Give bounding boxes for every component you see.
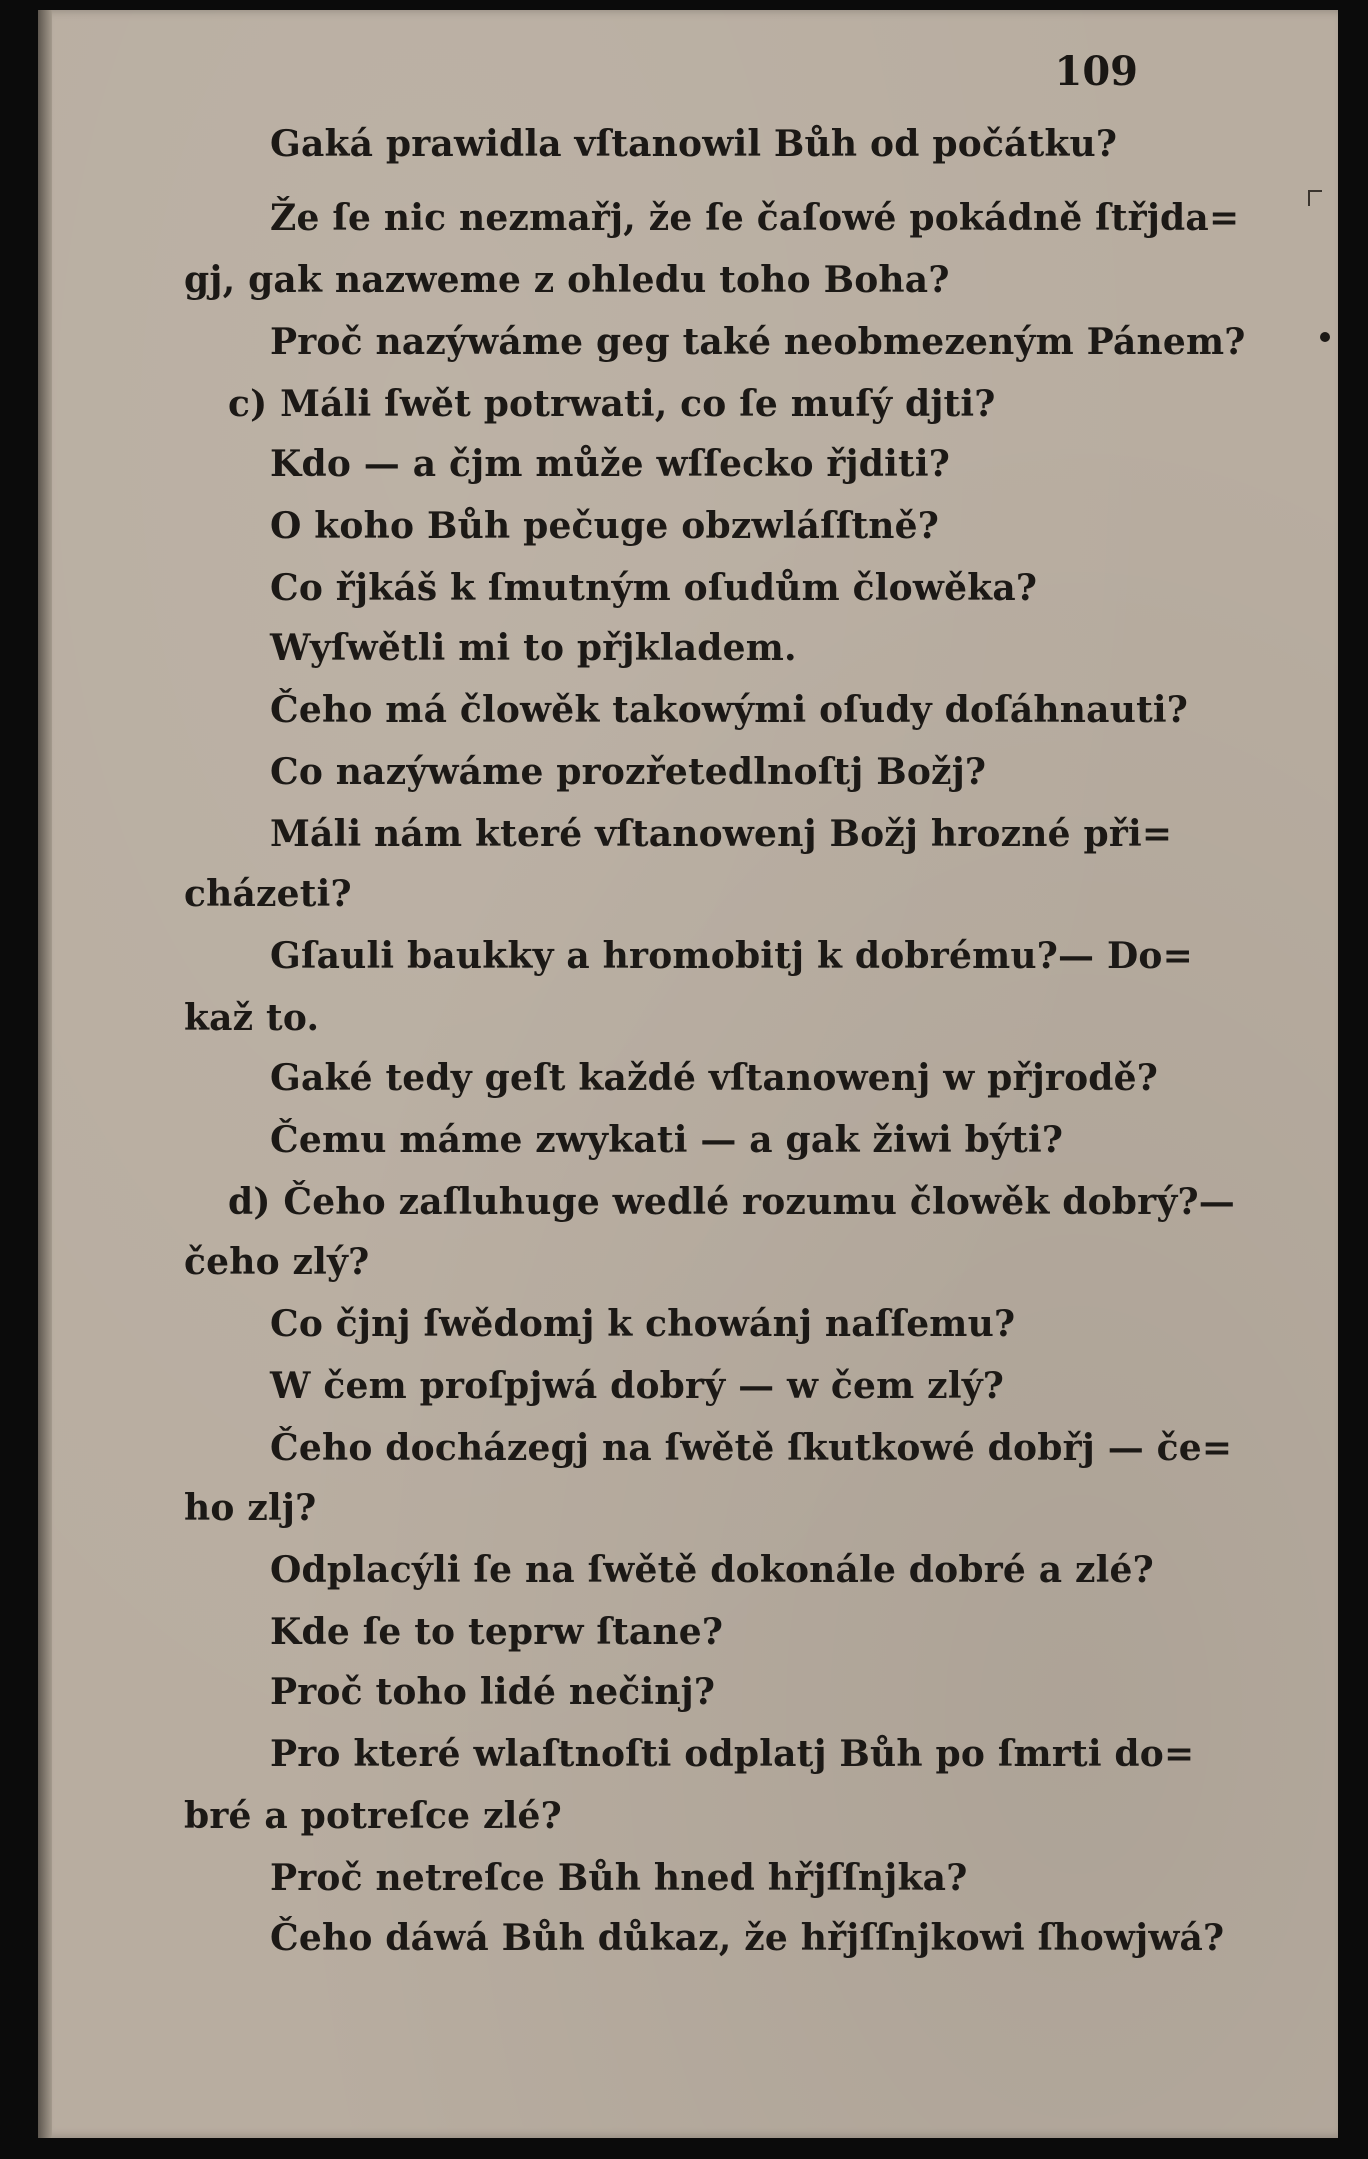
text-line: bré a potreſce zlé? — [184, 1795, 562, 1837]
page-gutter-shadow — [38, 10, 52, 2138]
text-line: Gaká prawidla vſtanowil Bůh od počátku? — [270, 123, 1118, 165]
text-line: čeho zlý? — [184, 1241, 370, 1283]
text-line: kaž to. — [184, 997, 320, 1039]
text-line: Proč nazýwáme geg také neobmezeným Pánem? — [270, 321, 1246, 363]
page-number: 109 — [1054, 48, 1138, 95]
text-line: Čemu máme zwykati — a gak žiwi býti? — [270, 1119, 1064, 1161]
text-line: cházeti? — [184, 873, 352, 915]
text-line: Kdo — a čjm může wſſecko řjditi? — [270, 443, 951, 485]
text-line: Pro které wlaſtnoſti odplatj Bůh po ſmrti do= — [270, 1733, 1195, 1775]
text-line: Gaké tedy geſt každé vſtanowenj w přjrodě? — [270, 1057, 1159, 1099]
text-line: O koho Bůh pečuge obzwláſſtně? — [270, 505, 940, 547]
text-line: Proč toho lidé nečinj? — [270, 1671, 716, 1713]
text-line: Proč netreſce Bůh hned hřjſſnjka? — [270, 1857, 968, 1899]
text-line: Že ſe nic nezmařj, že ſe čaſowé pokádně ſtřjda= — [270, 197, 1240, 239]
text-line: Čeho docházegj na ſwětě ſkutkowé dobřj — če= — [270, 1427, 1233, 1469]
text-line: ho zlj? — [184, 1487, 317, 1529]
text-line: Čeho má člowěk takowými oſudy doſáhnauti? — [270, 689, 1189, 731]
text-line: gj, gak nazweme z ohledu toho Boha? — [184, 259, 950, 301]
text-line: Gſauli baukky a hromobitj k dobrému?— Do= — [270, 935, 1193, 977]
corner-mark — [1308, 190, 1322, 206]
text-line: c) Máli ſwět potrwati, co ſe muſý djti? — [228, 383, 996, 425]
ink-dot-mark — [1320, 332, 1330, 342]
text-line: Co nazýwáme prozřetedlnoſtj Božj? — [270, 751, 987, 793]
text-line: Co řjkáš k ſmutným oſudům člowěka? — [270, 567, 1038, 609]
text-line: Čeho dáwá Bůh důkaz, že hřjſſnjkowi ſhowjwá? — [270, 1917, 1225, 1959]
text-line: d) Čeho zaſluhuge wedlé rozumu člowěk dobrý?— — [228, 1181, 1235, 1223]
text-line: W čem proſpjwá dobrý — w čem zlý? — [270, 1365, 1005, 1407]
text-line: Kde ſe to teprw ſtane? — [270, 1611, 724, 1653]
book-page — [38, 10, 1338, 2138]
text-line: Máli nám které vſtanowenj Božj hrozné při= — [270, 813, 1173, 855]
text-line: Co čjnj ſwědomj k chowánj naſſemu? — [270, 1303, 1016, 1345]
text-line: Odplacýli ſe na ſwětě dokonále dobré a zlé? — [270, 1549, 1154, 1591]
text-line: Wyſwětli mi to přjkladem. — [270, 627, 797, 669]
